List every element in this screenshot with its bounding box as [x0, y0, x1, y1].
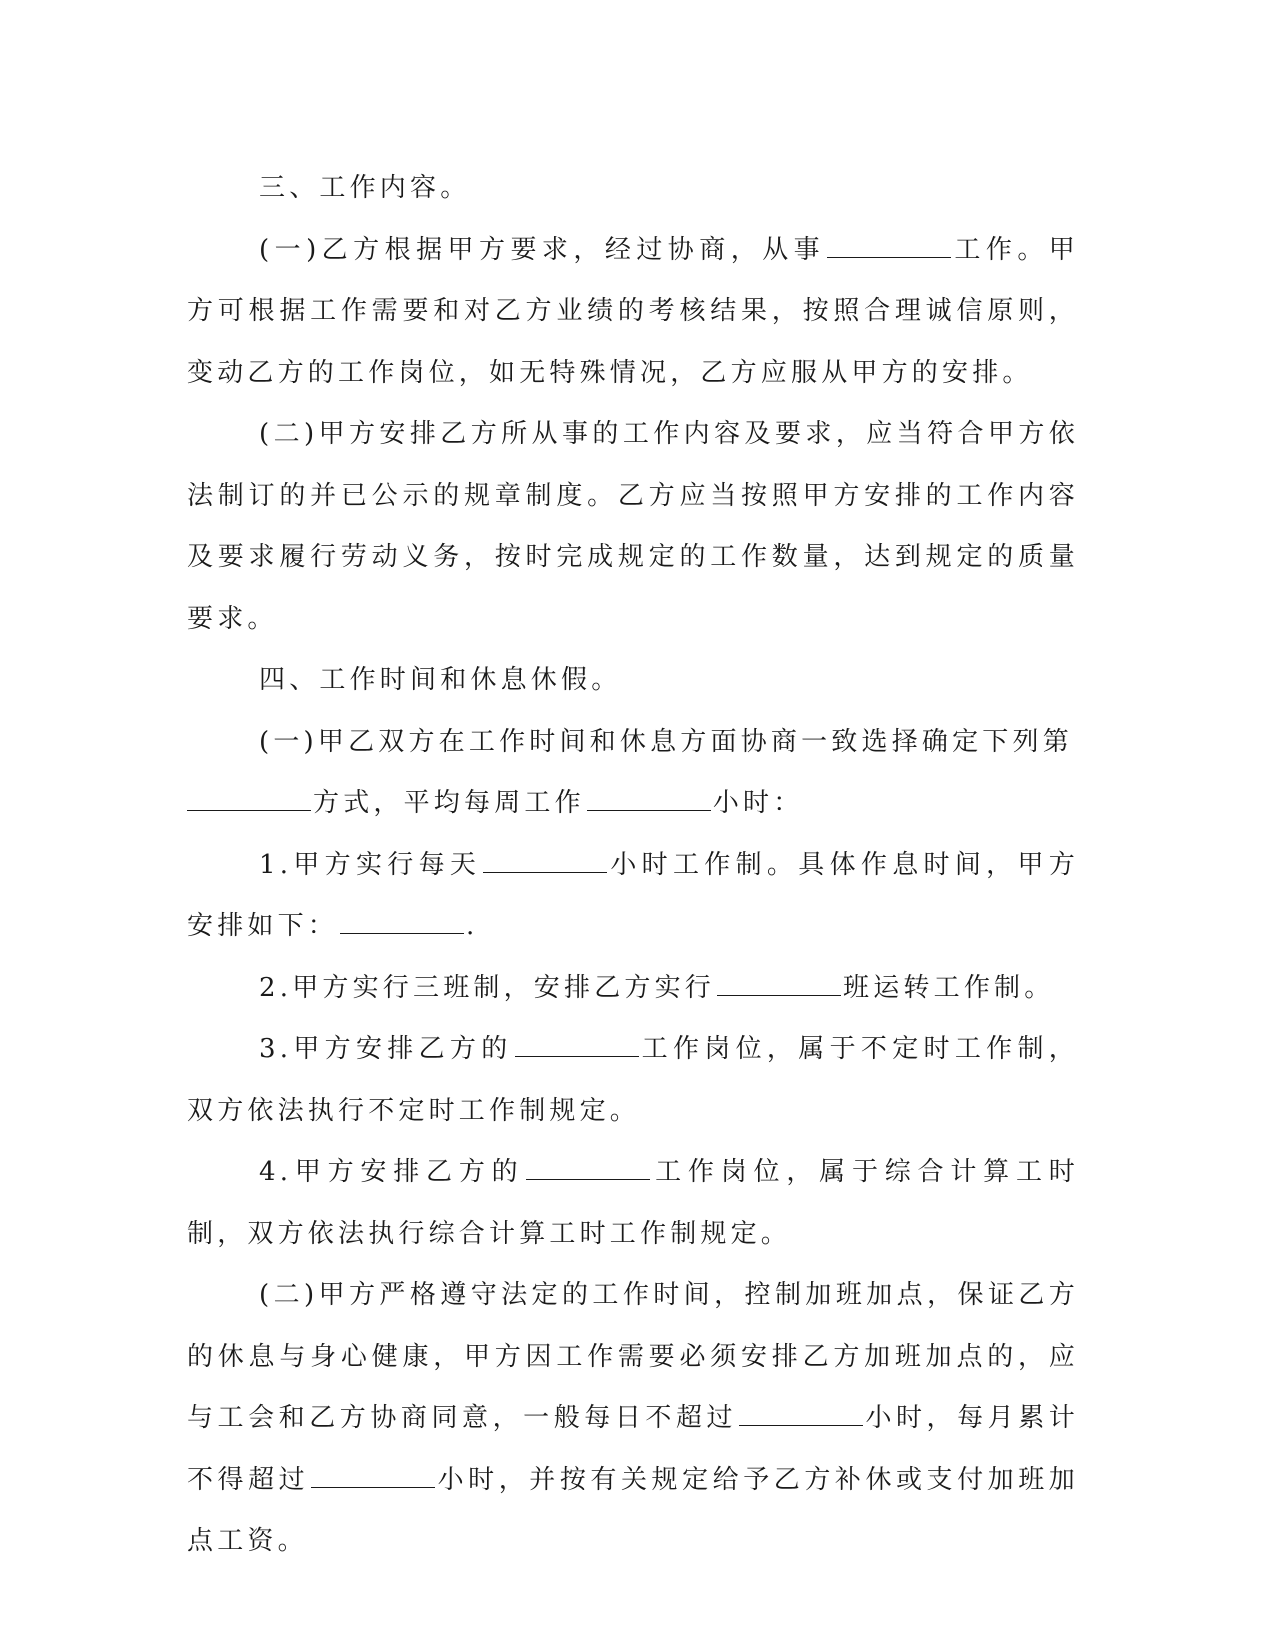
clause-work-hours-1-cont: 方式，平均每周工作 小时：	[187, 773, 1079, 835]
blank-fill-line	[827, 256, 951, 258]
clause-work-hours-2: (二)甲方严格遵守法定的工作时间，控制加班加点，保证乙方的休息与身心健康，甲方因工作需要必须安排乙方加班加点的，应与工会和乙方协商同意，一般每日不超过 小时，每月累计不得超过 小时，并按有关规定给予乙方补休或支付加班加点工资。	[187, 1280, 1079, 1556]
item-flexible-hours: 3.甲方安排乙方的 工作岗位，属于不定时工作制，双方依法执行不定时工作制规定。	[187, 1034, 1079, 1126]
section-heading-work-hours: 四、工作时间和休息休假。	[259, 665, 622, 695]
blank-fill-line	[526, 1178, 650, 1180]
blank-fill-line	[483, 871, 607, 873]
item-three-shift: 2.甲方实行三班制，安排乙方实行 班运转工作制。	[259, 972, 1055, 1003]
blank-fill-line	[515, 1055, 639, 1057]
blank-fill-line	[187, 809, 311, 811]
blank-fill-line	[311, 1486, 435, 1488]
blank-fill-line	[717, 994, 841, 996]
clause-work-content-2: (二)甲方安排乙方所从事的工作内容及要求，应当符合甲方依法制订的并已公示的规章制度。乙方应当按照甲方安排的工作内容及要求履行劳动义务，按时完成规定的工作数量，达到规定的质量要求。	[187, 419, 1079, 634]
blank-fill-line	[340, 932, 464, 934]
blank-fill-line	[739, 1424, 863, 1426]
clause-work-hours-1: (一)甲乙双方在工作时间和休息方面协商一致选择确定下列第	[259, 726, 1073, 757]
clause-work-content-1: (一)乙方根据甲方要求，经过协商，从事 工作。甲方可根据工作需要和对乙方业绩的考核结果，按照合理诚信原则，变动乙方的工作岗位，如无特殊情况，乙方应服从甲方的安排。	[187, 234, 1079, 388]
item-standard-hours: 1.甲方实行每天 小时工作制。具体作息时间，甲方安排如下： .	[187, 849, 1079, 941]
item-comprehensive-hours: 4.甲方安排乙方的 工作岗位，属于综合计算工时制，双方依法执行综合计算工时工作制规定。	[187, 1157, 1079, 1249]
document-body	[187, 158, 1079, 1573]
section-heading-work-content: 三、工作内容。	[259, 173, 471, 203]
blank-fill-line	[587, 809, 711, 811]
